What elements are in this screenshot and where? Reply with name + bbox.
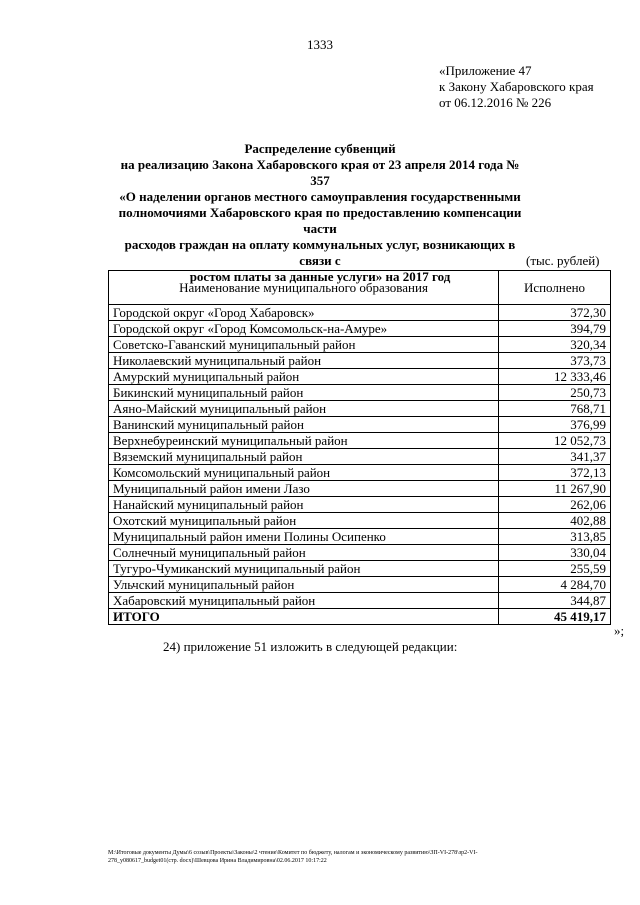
amount-cell: 372,30 bbox=[499, 305, 611, 321]
table-row bbox=[109, 433, 611, 449]
municipality-cell: Муниципальный район имени Лазо bbox=[109, 481, 499, 497]
amount-cell: 402,88 bbox=[499, 513, 611, 529]
total-label: ИТОГО bbox=[109, 609, 499, 625]
units-label: (тыс. рублей) bbox=[526, 253, 600, 268]
municipality-cell: Нанайский муниципальный район bbox=[109, 497, 499, 513]
table-row bbox=[109, 369, 611, 385]
table-row bbox=[109, 337, 611, 353]
amount-cell: 4 284,70 bbox=[499, 577, 611, 593]
amount-cell: 330,04 bbox=[499, 545, 611, 561]
municipality-cell: Аяно-Майский муниципальный район bbox=[109, 401, 499, 417]
amount-cell: 12 333,46 bbox=[499, 369, 611, 385]
appendix-reference bbox=[439, 63, 594, 111]
table-row bbox=[109, 561, 611, 577]
municipality-cell: Городской округ «Город Хабаровск» bbox=[109, 305, 499, 321]
amount-cell: 372,13 bbox=[499, 465, 611, 481]
subsidy-table bbox=[108, 270, 611, 625]
municipality-cell: Николаевский муниципальный район bbox=[109, 353, 499, 369]
amount-cell: 255,59 bbox=[499, 561, 611, 577]
appendix-line-1: «Приложение 47 bbox=[439, 63, 532, 78]
municipality-cell: Солнечный муниципальный район bbox=[109, 545, 499, 561]
municipality-cell: Охотский муниципальный район bbox=[109, 513, 499, 529]
amount-cell: 394,79 bbox=[499, 321, 611, 337]
municipality-cell: Тугуро-Чумиканский муниципальный район bbox=[109, 561, 499, 577]
header-executed: Исполнено bbox=[499, 271, 611, 305]
table-row bbox=[109, 353, 611, 369]
municipality-cell: Городской округ «Город Комсомольск-на-Амуре» bbox=[109, 321, 499, 337]
table-row bbox=[109, 305, 611, 321]
amount-cell: 12 052,73 bbox=[499, 433, 611, 449]
table-row bbox=[109, 577, 611, 593]
title-line-3: «О наделении органов местного самоуправления государственными bbox=[119, 189, 521, 204]
page-number: 1333 bbox=[307, 37, 333, 52]
table-row bbox=[109, 529, 611, 545]
amount-cell: 313,85 bbox=[499, 529, 611, 545]
amount-cell: 341,37 bbox=[499, 449, 611, 465]
amount-cell: 320,34 bbox=[499, 337, 611, 353]
table-row bbox=[109, 401, 611, 417]
table-header-row bbox=[109, 271, 611, 305]
title-line-4: полномочиями Хабаровского края по предоставлению компенсации части bbox=[118, 205, 522, 236]
amount-cell: 376,99 bbox=[499, 417, 611, 433]
file-path-footer bbox=[108, 849, 578, 865]
municipality-cell: Вяземский муниципальный район bbox=[109, 449, 499, 465]
table-row bbox=[109, 497, 611, 513]
appendix-line-2: к Закону Хабаровского края bbox=[439, 79, 594, 94]
municipality-cell: Муниципальный район имени Полины Осипенко bbox=[109, 529, 499, 545]
total-amount: 45 419,17 bbox=[499, 609, 611, 625]
next-paragraph: 24) приложение 51 изложить в следующей редакции: bbox=[163, 639, 458, 654]
municipality-cell: Советско-Гаванский муниципальный район bbox=[109, 337, 499, 353]
municipality-cell: Бикинский муниципальный район bbox=[109, 385, 499, 401]
municipality-cell: Ванинский муниципальный район bbox=[109, 417, 499, 433]
amount-cell: 250,73 bbox=[499, 385, 611, 401]
municipality-cell: Хабаровский муниципальный район bbox=[109, 593, 499, 609]
total-row bbox=[109, 609, 611, 625]
title-line-1: Распределение субвенций bbox=[244, 141, 396, 156]
document-title bbox=[110, 141, 530, 285]
title-line-6: ростом платы за данные услуги» на 2017 год bbox=[189, 269, 451, 284]
table-row bbox=[109, 593, 611, 609]
title-line-5: расходов граждан на оплату коммунальных услуг, возникающих в связи с bbox=[124, 237, 516, 268]
table-row bbox=[109, 449, 611, 465]
footer-line-2: 278_у080617_budget01(стр. docx)\Шевцова Ирина Владимировна\02.06.2017 10:17:22 bbox=[108, 858, 327, 864]
closing-quote: »; bbox=[614, 623, 625, 638]
amount-cell: 11 267,90 bbox=[499, 481, 611, 497]
amount-cell: 768,71 bbox=[499, 401, 611, 417]
table-row bbox=[109, 545, 611, 561]
municipality-cell: Комсомольский муниципальный район bbox=[109, 465, 499, 481]
table-row bbox=[109, 513, 611, 529]
table-row bbox=[109, 465, 611, 481]
appendix-line-3: от 06.12.2016 № 226 bbox=[439, 95, 552, 110]
municipality-cell: Амурский муниципальный район bbox=[109, 369, 499, 385]
amount-cell: 373,73 bbox=[499, 353, 611, 369]
title-line-2: на реализацию Закона Хабаровского края от 23 апреля 2014 года № 357 bbox=[120, 157, 520, 188]
table-row bbox=[109, 385, 611, 401]
municipality-cell: Верхнебуреинский муниципальный район bbox=[109, 433, 499, 449]
header-municipality: Наименование муниципального образования bbox=[109, 271, 499, 305]
footer-line-1: М:\Итоговые документы Думы\6 созыв\Проекты\Законы\2 чтение\Комитет по бюджету, налогам и экономическому развитию\ЗП-VI-278\зр2-VI- bbox=[108, 850, 478, 856]
table-row bbox=[109, 481, 611, 497]
amount-cell: 344,87 bbox=[499, 593, 611, 609]
amount-cell: 262,06 bbox=[499, 497, 611, 513]
municipality-cell: Ульчский муниципальный район bbox=[109, 577, 499, 593]
table-row bbox=[109, 321, 611, 337]
table-row bbox=[109, 417, 611, 433]
